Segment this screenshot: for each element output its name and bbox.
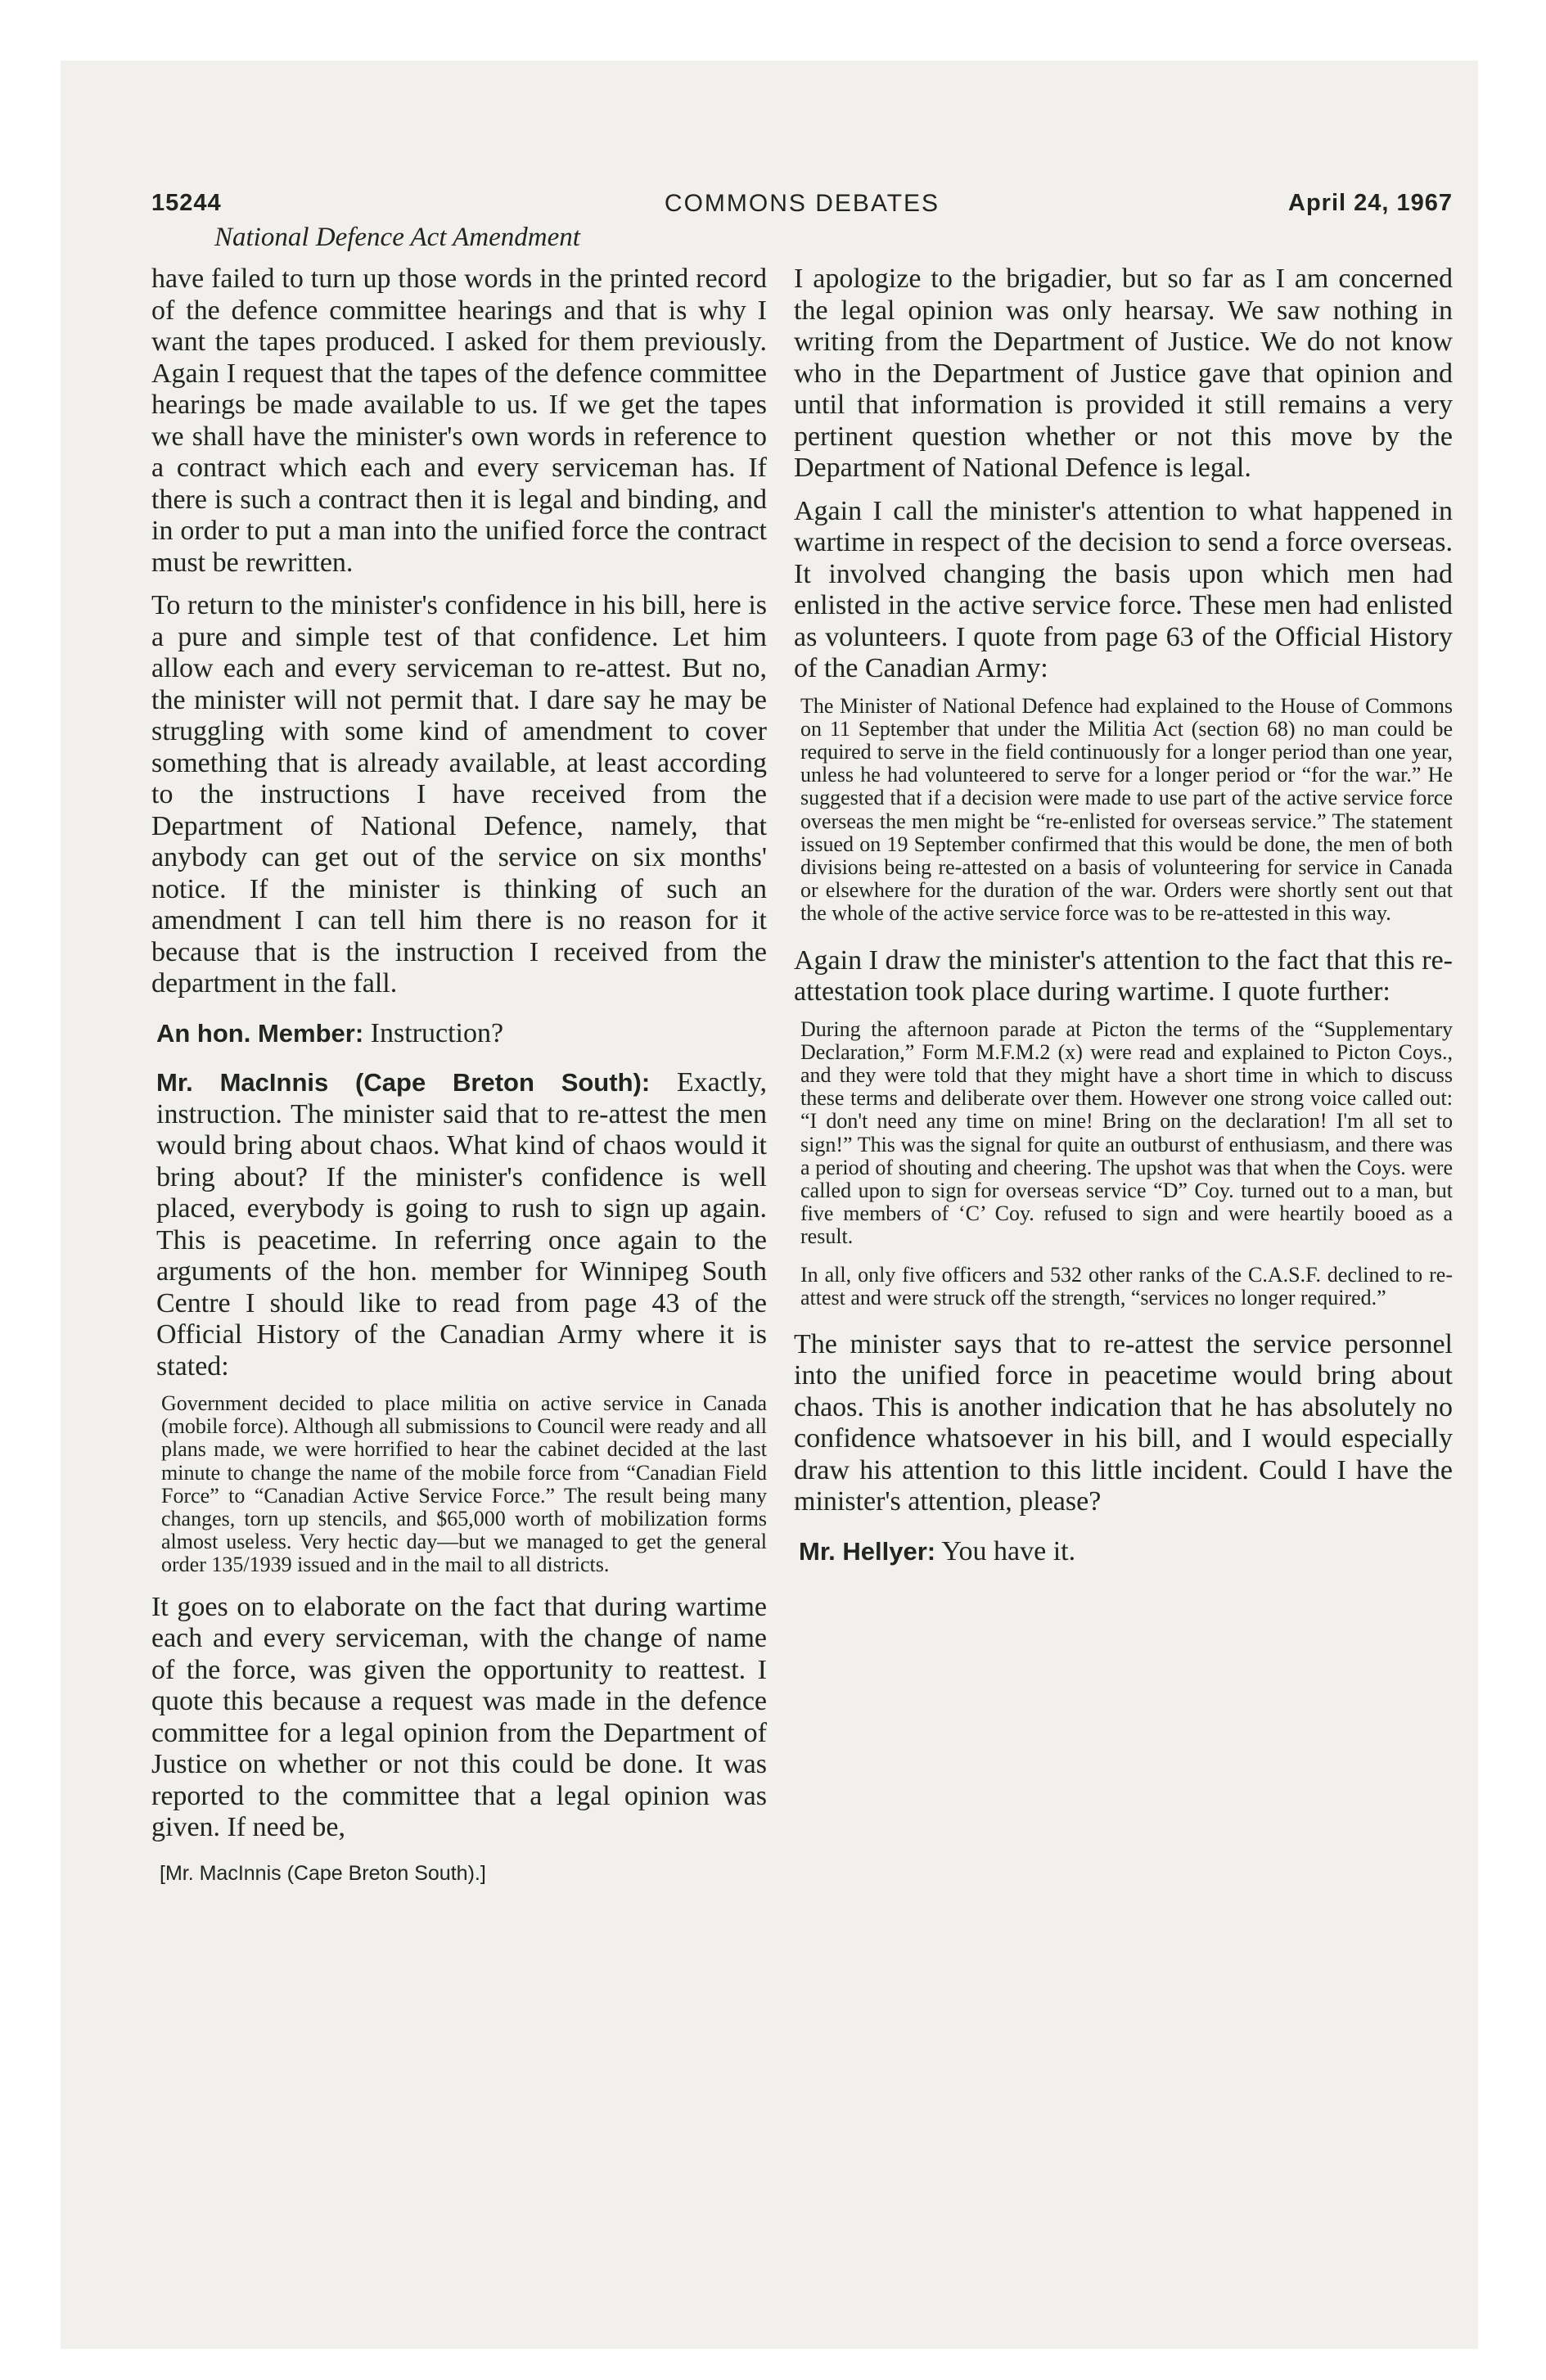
left-column bbox=[151, 264, 767, 1886]
running-head: National Defence Act Amendment bbox=[214, 223, 580, 252]
speaker-label: Mr. Hellyer: bbox=[799, 1536, 936, 1566]
speaker-text: Instruction? bbox=[370, 1017, 504, 1048]
right-column bbox=[794, 264, 1453, 1567]
journal-title: COMMONS DEBATES bbox=[664, 190, 940, 217]
left-paragraph-1: have failed to turn up those words in the printed record of the defence committee hearings and that is why I want the tapes produced. I asked for them previously. Again I request that the tapes of the defence committee hearings be made available to us. If we get the tapes we shall have the minister's own words in reference to a contract which each and every serviceman has. If there is such a contract then it is legal and binding, and in order to put a man into the unified force the contract must be rewritten. bbox=[151, 264, 767, 578]
page-header bbox=[151, 190, 1453, 226]
block-quote-casf-totals: In all, only five officers and 532 other ranks of the C.A.S.F. declined to re-attest and were struck off the strength, “services no longer required.” bbox=[800, 1262, 1453, 1309]
left-paragraph-3: It goes on to elaborate on the fact that during wartime each and every serviceman, with the change of name of the force, was given the opportunity to reattest. I quote this because a request was made in the defence committee for a legal opinion from the Department of Justice on whether or not this could be done. It was reported to the committee that a legal opinion was given. If need be, bbox=[151, 1591, 767, 1843]
block-quote-picton-parade: During the afternoon parade at Picton the terms of the “Supplementary Declaration,” Form M.F.M.2 (x) were read and explained to Picton Coys., and they were told that they might have a short time in which to discuss these terms and deliberate over them. However one strong voice called out: “I don't need any time on mine! Bring on the declaration! I'm all set to sign!” This was the signal for quite an outburst of enthusiasm, and there was a period of shouting and cheering. The upshot was that when the Coys. were called upon to sign for overseas service “D” Coy. turned out to a man, but five members of ‘C’ Coy. refused to sign and were heartily booed as a result. bbox=[800, 1016, 1453, 1249]
speaker-label: An hon. Member: bbox=[156, 1018, 364, 1048]
speaker-text: You have it. bbox=[941, 1535, 1076, 1566]
speaker-turn-macinnis bbox=[151, 1067, 767, 1382]
speaker-attribution: [Mr. MacInnis (Cape Breton South).] bbox=[160, 1861, 486, 1885]
block-quote-official-history-p43: Government decided to place militia on active service in Canada (mobile force). Although all submissions to Council were ready and all plans made, we were horrified to hear the cabinet decided at the last minute to change the name of the mobile force from “Canadian Field Force” to “Canadian Active Service Force.” The result being many changes, torn up stencils, and $65,000 worth of mobilization forms almost useless. Very hectic day—but we managed to get the general order 135/1939 issued and in the mail to all districts. bbox=[161, 1391, 767, 1577]
left-paragraph-2: To return to the minister's confidence in his bill, here is a pure and simple test of that confidence. Let him allow each and every serviceman to re-attest. But no, the minister will not permit that. I dare say he may be struggling with some kind of amendment to cover something that is already available, at least according to the instructions I have received from the Department of National Defence, namely, that anybody can get out of the service on six months' notice. If the minister is thinking of such an amendment I can tell him there is no reason for it because that is the instruction I received from the department in the fall. bbox=[151, 590, 767, 998]
speaker-turn-hellyer bbox=[794, 1536, 1453, 1568]
speaker-turn-hon-member bbox=[151, 1018, 767, 1050]
speaker-text: Exactly, instruction. The minister said that to re-attest the men would bring about chaos. What kind of chaos would it bring about? If the minister's confidence is well placed, everybody is going to rush to sign up again. This is peacetime. In referring once again to the arguments of the hon. member for Winnipeg South Centre I should like to read from page 43 of the Official History of the Canadian Army where it is stated: bbox=[156, 1067, 767, 1382]
right-paragraph-4: The minister says that to re-attest the service personnel into the unified force in peacetime would bring about chaos. This is another indication that he has absolutely no confidence whatsoever in his bill, and I would especially draw his attention to this little incident. Could I have the minister's attention, please? bbox=[794, 1328, 1453, 1517]
page-number: 15244 bbox=[151, 190, 222, 216]
right-paragraph-3: Again I draw the minister's attention to the fact that this re-attestation took place during wartime. I quote further: bbox=[794, 944, 1453, 1007]
sitting-date: April 24, 1967 bbox=[1288, 190, 1453, 216]
speaker-label: Mr. MacInnis (Cape Breton South): bbox=[156, 1068, 651, 1097]
right-paragraph-2: Again I call the minister's attention to what happened in wartime in respect of the decision to send a force overseas. It involved changing the basis upon which men had enlisted in the active service force. These men had enlisted as volunteers. I quote from page 63 of the Official History of the Canadian Army: bbox=[794, 495, 1453, 683]
right-paragraph-1: I apologize to the brigadier, but so far as I am concerned the legal opinion was only hearsay. We saw nothing in writing from the Department of Justice. We do not know who in the Department of Justice gave that opinion and until that information is provided it still remains a very pertinent question whether or not this move by the Department of National Defence is legal. bbox=[794, 264, 1453, 483]
block-quote-official-history-p63: The Minister of National Defence had explained to the House of Commons on 11 September that under the Militia Act (section 68) no man could be required to serve in the field continuously for a longer period than one year, unless he had volunteered to serve for a longer period or “for the war.” He suggested that if a decision were made to use part of the active service force overseas the men might be “re-enlisted for overseas service.” The statement issued on 19 September confirmed that this would be done, the men of both divisions being re-attested on a basis of volunteering for service in Canada or elsewhere for the duration of the war. Orders were shortly sent out that the whole of the active service force was to be re-attested in this way. bbox=[800, 693, 1453, 926]
